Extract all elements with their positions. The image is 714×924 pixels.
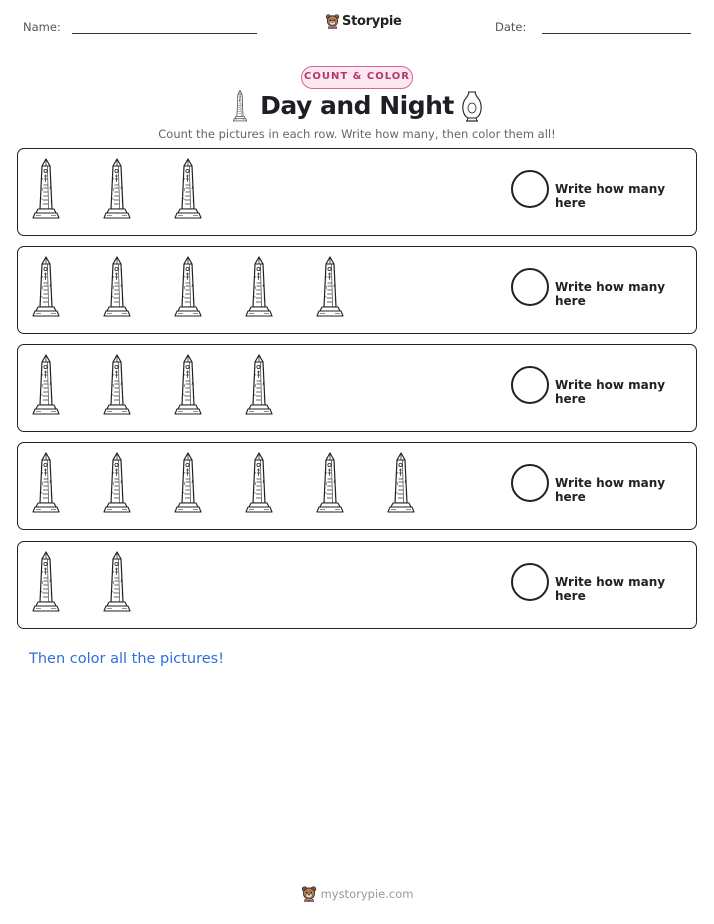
answer-circle[interactable] (511, 268, 549, 306)
obelisk-icon (244, 256, 274, 318)
obelisk-icon (315, 256, 345, 318)
date-field-line[interactable] (542, 33, 691, 34)
obelisk-icon (102, 551, 132, 613)
answer-circle[interactable] (511, 464, 549, 502)
answer-label: Write how many here (555, 182, 666, 210)
count-row-1 (17, 148, 697, 236)
answer-circle[interactable] (511, 563, 549, 601)
obelisk-icon (244, 354, 274, 416)
obelisk-icon (102, 158, 132, 220)
obelisk-icon (244, 452, 274, 514)
answer-label: Write how many here (555, 280, 666, 308)
obelisk-icon (386, 452, 416, 514)
answer-label: Write how many here (555, 378, 666, 406)
count-row-2 (17, 246, 697, 334)
site-url: mystorypie.com (320, 886, 414, 901)
count-row-5 (17, 541, 697, 629)
obelisk-icon (102, 256, 132, 318)
activity-badge: COUNT & COLOR (301, 66, 413, 89)
obelisk-icon (31, 354, 61, 416)
name-label: Name: (23, 20, 61, 34)
bear-mascot-icon (301, 885, 317, 902)
site-footer (0, 885, 714, 902)
date-label: Date: (495, 20, 527, 34)
bear-mascot-icon (325, 13, 340, 29)
answer-circle[interactable] (511, 170, 549, 208)
name-field-line[interactable] (72, 33, 257, 34)
obelisk-icon (31, 158, 61, 220)
obelisk-icon (102, 354, 132, 416)
obelisk-icon (31, 256, 61, 318)
obelisk-icon (31, 551, 61, 613)
obelisk-icon (31, 452, 61, 514)
vase-icon (461, 90, 483, 123)
count-row-4 (17, 442, 697, 530)
obelisk-icon (173, 158, 203, 220)
count-row-3 (17, 344, 697, 432)
page-title: Day and Night (260, 91, 454, 120)
obelisk-icon (173, 256, 203, 318)
obelisk-icon (102, 452, 132, 514)
obelisk-icon (173, 452, 203, 514)
obelisk-icon (173, 354, 203, 416)
obelisk-icon (315, 452, 345, 514)
answer-label: Write how many here (555, 575, 666, 603)
brand-logo (325, 13, 402, 29)
answer-label: Write how many here (555, 476, 666, 504)
instructions: Count the pictures in each row. Write how many, then color them all! (158, 127, 556, 141)
brand-name: Storypie (342, 13, 402, 29)
answer-circle[interactable] (511, 366, 549, 404)
footer-note: Then color all the pictures! (29, 651, 225, 667)
